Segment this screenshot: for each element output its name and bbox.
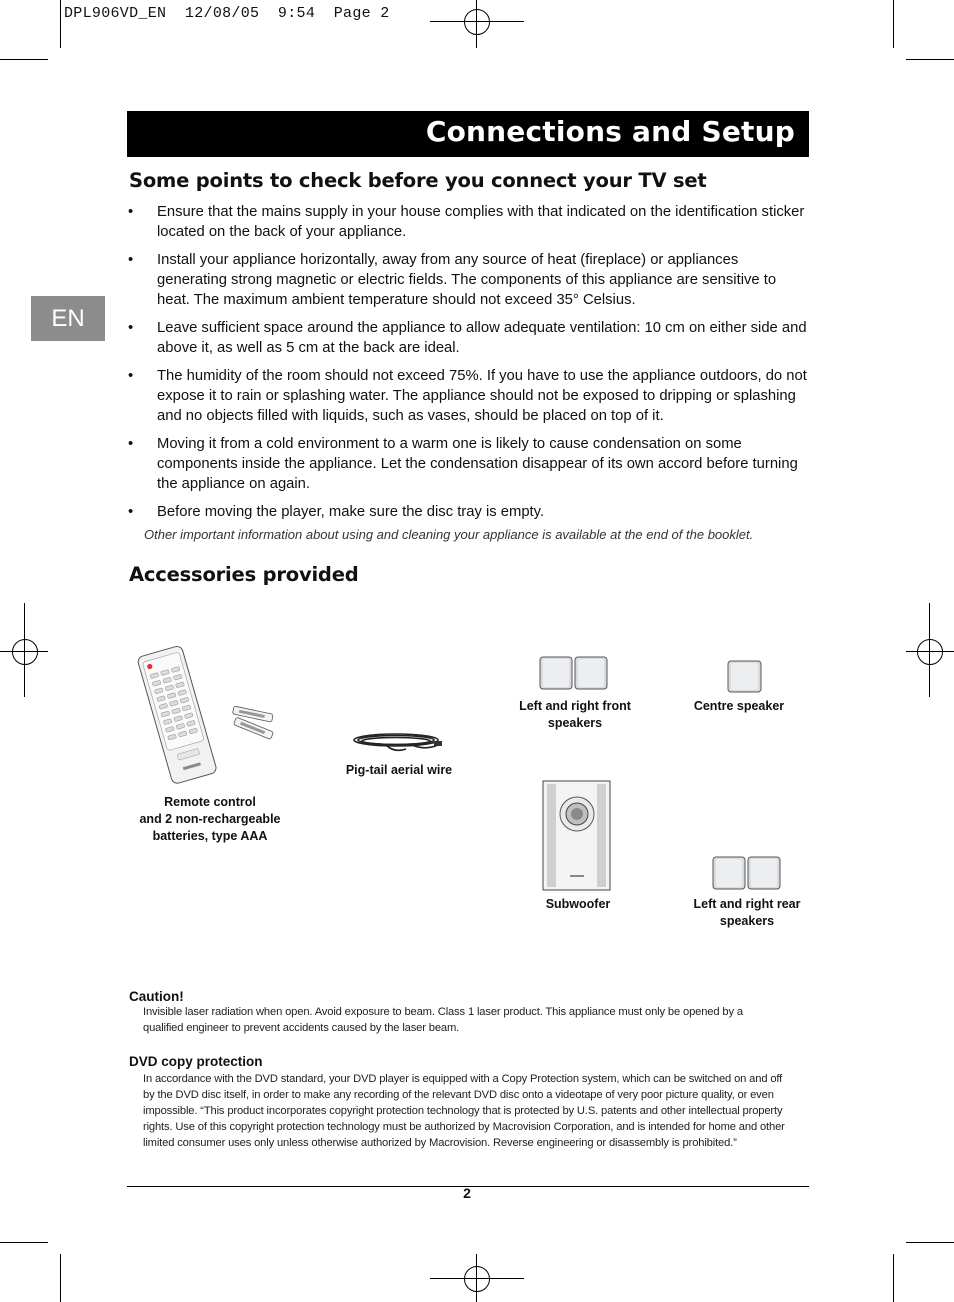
- page-number: 2: [463, 1185, 471, 1201]
- bullet-icon: •: [128, 368, 134, 384]
- bullet-icon: •: [128, 252, 134, 268]
- title-banner: [127, 111, 809, 157]
- language-tab: EN: [31, 296, 105, 341]
- list-item: • Leave sufficient space around the appliance to allow adequate ventilation: 10 cm on either side and above it, as well as 5 cm at the back are ideal.: [128, 320, 807, 356]
- dvd-copy-text: In accordance with the DVD standard, your DVD player is equipped with a Copy Protection system, which can be switched on and off by the DVD disc itself, in order to make any recording of the relevant DVD disc onto a videotape of very poor picture quality, or even impossible. “This product incorporates copyright protection technology that is protected by U.S. patents and other intellectual property rights. Use of this copyright protection technology must be authorized by Macrovision Corporation, and is intended for home and other limited consumer uses only unless otherwise authorized by Macrovision. Reverse engineering or disassembly is prohibited.”: [143, 1073, 785, 1149]
- info-note: Other important information about using and cleaning your appliance is available at the end of the booklet.: [144, 527, 754, 542]
- list-item: • The humidity of the room should not exceed 75%. If you have to use the appliance outdoors, do not expose it to rain or splashing water. The appliance should not be exposed to dripping or splashing and no objects filled with liquids, such as vases, should be placed on top of it.: [128, 368, 807, 424]
- section-heading-accessories: Accessories provided: [129, 563, 359, 586]
- caution-text: Invisible laser radiation when open. Avoid exposure to beam. Class 1 laser product. This appliance must only be opened by a qualified engineer to prevent accidents caused by the laser beam.: [143, 1006, 743, 1034]
- dvd-copy-heading: DVD copy protection: [129, 1054, 263, 1069]
- list-item: • Install your appliance horizontally, away from any source of heat (fireplace) or appliances generating strong magnetic or electric fields. The components of this appliance are sensitive to heat. The maximum ambient temperature should not exceed 35° Celsius.: [128, 252, 777, 308]
- bullet-icon: •: [128, 204, 134, 220]
- bullet-icon: •: [128, 320, 134, 336]
- list-item: • Ensure that the mains supply in your house complies with that indicated on the identification sticker located on the back of your appliance.: [128, 204, 805, 240]
- remote-control-label: Remote control and 2 non-rechargeable batteries, type AAA: [139, 795, 281, 843]
- page-title: Connections and Setup: [425, 115, 795, 148]
- section-heading-points: Some points to check before you connect your TV set: [129, 169, 707, 192]
- bullet-icon: •: [128, 436, 134, 452]
- list-item: • Before moving the player, make sure the disc tray is empty.: [128, 504, 545, 520]
- aerial-wire-image: [350, 727, 446, 759]
- centre-speaker-image: [727, 660, 763, 694]
- list-item: • Moving it from a cold environment to a warm one is likely to cause condensation on some components inside the appliance. Let the condensation disappear of its own accord before turning the appliance on again.: [128, 436, 798, 492]
- remote-control-image: [132, 642, 282, 787]
- subwoofer-label: Subwoofer: [545, 897, 611, 911]
- bullet-icon: •: [128, 504, 134, 520]
- rear-speakers-image: [712, 856, 782, 890]
- check-points-list: [128, 202, 808, 530]
- front-speakers-label: Left and right front speakers: [519, 699, 631, 730]
- aerial-wire-label: Pig-tail aerial wire: [345, 763, 453, 777]
- subwoofer-image: [542, 780, 612, 892]
- rear-speakers-label: Left and right rear speakers: [693, 897, 801, 928]
- centre-speaker-label: Centre speaker: [693, 699, 785, 713]
- print-header: DPL906VD_EN 12/08/05 9:54 Page 2: [64, 5, 390, 22]
- caution-heading: Caution!: [129, 989, 184, 1004]
- front-speakers-image: [539, 656, 609, 690]
